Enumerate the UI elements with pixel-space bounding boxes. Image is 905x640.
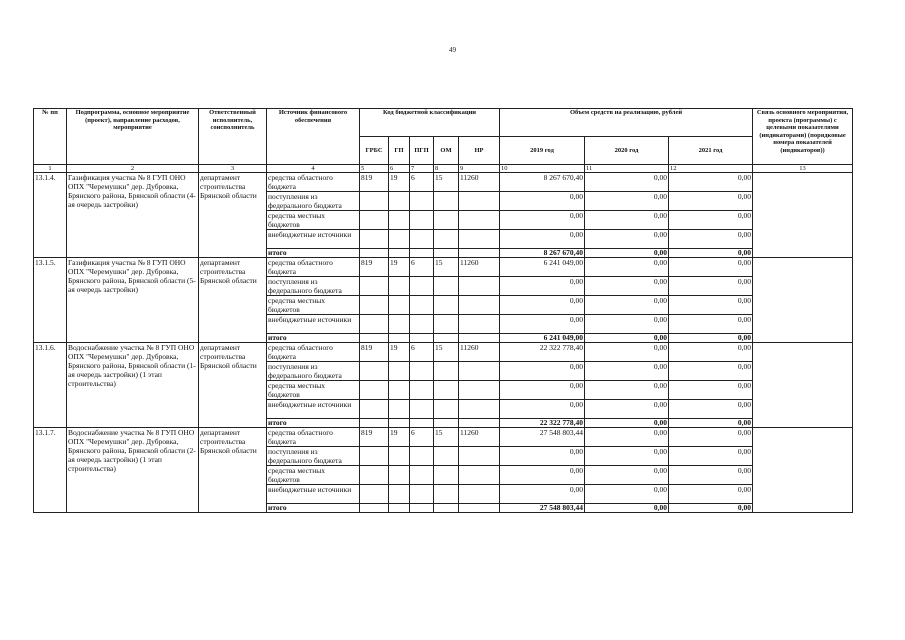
empty-cell [410, 296, 434, 315]
empty-cell [389, 400, 410, 419]
amount-2019: 0,00 [500, 211, 585, 230]
amount-2019: 22 322 778,40 [500, 419, 585, 428]
row-number: 13.1.5. [34, 258, 67, 343]
empty-cell [360, 334, 389, 343]
amount-2021: 0,00 [669, 419, 753, 428]
funding-source: итого [267, 419, 360, 428]
colnum: 5 [360, 165, 389, 173]
amount-2020: 0,00 [585, 258, 669, 277]
amount-2020: 0,00 [585, 504, 669, 513]
indicator-link-cell [753, 428, 853, 513]
header-om: ОМ [434, 137, 459, 165]
empty-cell [360, 211, 389, 230]
funding-source: внебюджетные источники [267, 230, 360, 249]
indicator-link-cell [753, 173, 853, 258]
empty-cell [434, 230, 459, 249]
empty-cell [459, 400, 500, 419]
empty-cell [459, 249, 500, 258]
code-pgp: 6 [410, 428, 434, 447]
empty-cell [459, 230, 500, 249]
empty-cell [389, 466, 410, 485]
empty-cell [389, 296, 410, 315]
code-pgp: 6 [410, 173, 434, 192]
amount-2019: 0,00 [500, 277, 585, 296]
amount-2019: 22 322 778,40 [500, 343, 585, 362]
empty-cell [410, 381, 434, 400]
empty-cell [360, 315, 389, 334]
amount-2020: 0,00 [585, 173, 669, 192]
empty-cell [410, 362, 434, 381]
amount-2019: 27 548 803,44 [500, 428, 585, 447]
colnum: 12 [669, 165, 753, 173]
empty-cell [389, 419, 410, 428]
empty-cell [360, 400, 389, 419]
amount-2020: 0,00 [585, 419, 669, 428]
empty-cell [410, 249, 434, 258]
header-grbs: ГРБС [360, 137, 389, 165]
empty-cell [389, 211, 410, 230]
empty-cell [434, 447, 459, 466]
colnum: 1 [34, 165, 67, 173]
funding-source: средства местных бюджетов [267, 296, 360, 315]
indicator-link-cell [753, 258, 853, 343]
header-kbk: Код бюджетной классификации [360, 109, 500, 137]
header-pgp: ПГП [410, 137, 434, 165]
colnum: 11 [585, 165, 669, 173]
empty-cell [360, 277, 389, 296]
amount-2019: 6 241 049,00 [500, 258, 585, 277]
funding-source: итого [267, 249, 360, 258]
funding-source: поступления из федерального бюджета [267, 192, 360, 211]
empty-cell [434, 362, 459, 381]
header-source: Источник финансового обеспечения [267, 109, 360, 165]
colnum: 3 [199, 165, 267, 173]
empty-cell [389, 249, 410, 258]
funding-source: средства местных бюджетов [267, 466, 360, 485]
empty-cell [360, 504, 389, 513]
empty-cell [434, 504, 459, 513]
code-grbs: 819 [360, 173, 389, 192]
measure-name: Газификация участка № 8 ГУП ОНО ОПХ "Черемушки" дер. Дубровка, Брянского района, Брянской области (5-ая очередь застройки) [67, 258, 199, 343]
amount-2021: 0,00 [669, 381, 753, 400]
amount-2021: 0,00 [669, 230, 753, 249]
budget-table [33, 108, 853, 513]
amount-2021: 0,00 [669, 466, 753, 485]
header-num: № пп [34, 109, 67, 165]
empty-cell [459, 362, 500, 381]
colnum: 7 [410, 165, 434, 173]
header-gp: ГП [389, 137, 410, 165]
executor: департамент строительства Брянской области [199, 428, 267, 513]
empty-cell [389, 334, 410, 343]
empty-cell [389, 447, 410, 466]
empty-cell [410, 230, 434, 249]
funding-source: средства областного бюджета [267, 343, 360, 362]
amount-2019: 0,00 [500, 230, 585, 249]
empty-cell [360, 192, 389, 211]
code-gp: 19 [389, 258, 410, 277]
code-nr: 11260 [459, 173, 500, 192]
code-gp: 19 [389, 343, 410, 362]
amount-2019: 27 548 803,44 [500, 504, 585, 513]
amount-2020: 0,00 [585, 362, 669, 381]
header-executor: Ответственный исполнитель, соисполнитель [199, 109, 267, 165]
code-om: 15 [434, 173, 459, 192]
empty-cell [360, 466, 389, 485]
amount-2020: 0,00 [585, 485, 669, 504]
amount-2021: 0,00 [669, 249, 753, 258]
amount-2021: 0,00 [669, 192, 753, 211]
amount-2021: 0,00 [669, 343, 753, 362]
empty-cell [434, 485, 459, 504]
amount-2020: 0,00 [585, 211, 669, 230]
header-year-2019: 2019 год [500, 137, 585, 165]
empty-cell [410, 334, 434, 343]
measure-name: Водоснабжение участка № 8 ГУП ОНО ОПХ "Черемушки" дер. Дубровка, Брянского района, Брянской области (2-ая очередь застройки) (1 этап строительства) [67, 428, 199, 513]
empty-cell [434, 419, 459, 428]
empty-cell [459, 315, 500, 334]
amount-2020: 0,00 [585, 296, 669, 315]
colnum: 4 [267, 165, 360, 173]
amount-2021: 0,00 [669, 296, 753, 315]
empty-cell [410, 504, 434, 513]
amount-2020: 0,00 [585, 466, 669, 485]
amount-2019: 0,00 [500, 485, 585, 504]
code-grbs: 819 [360, 258, 389, 277]
code-nr: 11260 [459, 343, 500, 362]
amount-2019: 0,00 [500, 381, 585, 400]
code-om: 15 [434, 258, 459, 277]
empty-cell [389, 315, 410, 334]
table-row [34, 343, 853, 362]
amount-2019: 0,00 [500, 315, 585, 334]
amount-2020: 0,00 [585, 343, 669, 362]
empty-cell [410, 466, 434, 485]
amount-2020: 0,00 [585, 249, 669, 258]
empty-cell [434, 466, 459, 485]
code-om: 15 [434, 428, 459, 447]
funding-source: средства местных бюджетов [267, 211, 360, 230]
amount-2021: 0,00 [669, 447, 753, 466]
header-nr: НР [459, 137, 500, 165]
empty-cell [360, 485, 389, 504]
row-number: 13.1.6. [34, 343, 67, 428]
empty-cell [434, 315, 459, 334]
amount-2021: 0,00 [669, 258, 753, 277]
empty-cell [360, 249, 389, 258]
empty-cell [360, 447, 389, 466]
amount-2021: 0,00 [669, 485, 753, 504]
page-number: 49 [449, 46, 456, 54]
funding-source: внебюджетные источники [267, 485, 360, 504]
empty-cell [389, 362, 410, 381]
amount-2020: 0,00 [585, 334, 669, 343]
code-gp: 19 [389, 428, 410, 447]
empty-cell [410, 419, 434, 428]
code-pgp: 6 [410, 258, 434, 277]
table-row [34, 428, 853, 447]
funding-source: поступления из федерального бюджета [267, 362, 360, 381]
amount-2019: 0,00 [500, 296, 585, 315]
measure-name: Газификация участка № 8 ГУП ОНО ОПХ "Черемушки" дер. Дубровка, Брянского района, Брянской области (4-ая очередь застройки) [67, 173, 199, 258]
empty-cell [459, 504, 500, 513]
empty-cell [434, 381, 459, 400]
empty-cell [410, 315, 434, 334]
empty-cell [459, 381, 500, 400]
empty-cell [459, 466, 500, 485]
header-year-2020: 2020 год [585, 137, 669, 165]
empty-cell [389, 230, 410, 249]
table-row [34, 173, 853, 192]
empty-cell [410, 211, 434, 230]
amount-2020: 0,00 [585, 277, 669, 296]
empty-cell [410, 447, 434, 466]
code-gp: 19 [389, 173, 410, 192]
empty-cell [434, 277, 459, 296]
colnum: 13 [753, 165, 853, 173]
code-grbs: 819 [360, 428, 389, 447]
empty-cell [389, 277, 410, 296]
funding-source: средства местных бюджетов [267, 381, 360, 400]
executor: департамент строительства Брянской области [199, 343, 267, 428]
row-number: 13.1.4. [34, 173, 67, 258]
table-row [34, 258, 853, 277]
code-om: 15 [434, 343, 459, 362]
funding-source: средства областного бюджета [267, 428, 360, 447]
amount-2019: 0,00 [500, 192, 585, 211]
amount-2019: 0,00 [500, 447, 585, 466]
amount-2021: 0,00 [669, 173, 753, 192]
empty-cell [360, 230, 389, 249]
header-volume: Объем средств на реализацию, рублей [500, 109, 753, 137]
colnum: 2 [67, 165, 199, 173]
amount-2021: 0,00 [669, 334, 753, 343]
amount-2021: 0,00 [669, 428, 753, 447]
empty-cell [389, 381, 410, 400]
empty-cell [360, 362, 389, 381]
empty-cell [434, 400, 459, 419]
empty-cell [360, 419, 389, 428]
funding-source: итого [267, 334, 360, 343]
code-nr: 11260 [459, 258, 500, 277]
amount-2021: 0,00 [669, 504, 753, 513]
header-link: Связь основного мероприятия, проекта (программы) с целевыми показателями (индикаторами) (порядковые номера показателей (индикаторов)) [753, 109, 853, 165]
empty-cell [410, 192, 434, 211]
empty-cell [459, 334, 500, 343]
code-grbs: 819 [360, 343, 389, 362]
empty-cell [389, 485, 410, 504]
empty-cell [459, 192, 500, 211]
empty-cell [459, 296, 500, 315]
empty-cell [389, 192, 410, 211]
empty-cell [410, 277, 434, 296]
colnum: 9 [459, 165, 500, 173]
empty-cell [410, 400, 434, 419]
empty-cell [434, 334, 459, 343]
amount-2020: 0,00 [585, 428, 669, 447]
empty-cell [389, 504, 410, 513]
funding-source: внебюджетные источники [267, 400, 360, 419]
header-year-2021: 2021 год [669, 137, 753, 165]
amount-2021: 0,00 [669, 277, 753, 296]
empty-cell [459, 485, 500, 504]
colnum: 8 [434, 165, 459, 173]
amount-2019: 0,00 [500, 362, 585, 381]
amount-2021: 0,00 [669, 315, 753, 334]
amount-2020: 0,00 [585, 400, 669, 419]
empty-cell [410, 485, 434, 504]
amount-2020: 0,00 [585, 230, 669, 249]
code-pgp: 6 [410, 343, 434, 362]
executor: департамент строительства Брянской области [199, 258, 267, 343]
amount-2021: 0,00 [669, 362, 753, 381]
empty-cell [434, 192, 459, 211]
amount-2020: 0,00 [585, 315, 669, 334]
empty-cell [459, 447, 500, 466]
empty-cell [360, 381, 389, 400]
amount-2019: 8 267 670,40 [500, 173, 585, 192]
empty-cell [360, 296, 389, 315]
empty-cell [459, 211, 500, 230]
funding-source: поступления из федерального бюджета [267, 277, 360, 296]
funding-source: внебюджетные источники [267, 315, 360, 334]
amount-2019: 0,00 [500, 466, 585, 485]
empty-cell [459, 277, 500, 296]
measure-name: Водоснабжение участка № 8 ГУП ОНО ОПХ "Черемушки" дер. Дубровка, Брянского района, Брянской области (1-ая очередь застройки) (1 этап строительства) [67, 343, 199, 428]
funding-source: поступления из федерального бюджета [267, 447, 360, 466]
header-program: Подпрограмма, основное мероприятие (проект), направление расходов, мероприятие [67, 109, 199, 165]
amount-2020: 0,00 [585, 381, 669, 400]
funding-source: средства областного бюджета [267, 173, 360, 192]
amount-2021: 0,00 [669, 211, 753, 230]
row-number: 13.1.7. [34, 428, 67, 513]
empty-cell [459, 419, 500, 428]
amount-2020: 0,00 [585, 447, 669, 466]
empty-cell [434, 249, 459, 258]
code-nr: 11260 [459, 428, 500, 447]
amount-2019: 6 241 049,00 [500, 334, 585, 343]
amount-2020: 0,00 [585, 192, 669, 211]
colnum: 10 [500, 165, 585, 173]
empty-cell [434, 296, 459, 315]
amount-2021: 0,00 [669, 400, 753, 419]
amount-2019: 8 267 670,40 [500, 249, 585, 258]
executor: департамент строительства Брянской области [199, 173, 267, 258]
colnum: 6 [389, 165, 410, 173]
amount-2019: 0,00 [500, 400, 585, 419]
column-number-row [34, 165, 853, 173]
indicator-link-cell [753, 343, 853, 428]
funding-source: средства областного бюджета [267, 258, 360, 277]
funding-source: итого [267, 504, 360, 513]
empty-cell [434, 211, 459, 230]
